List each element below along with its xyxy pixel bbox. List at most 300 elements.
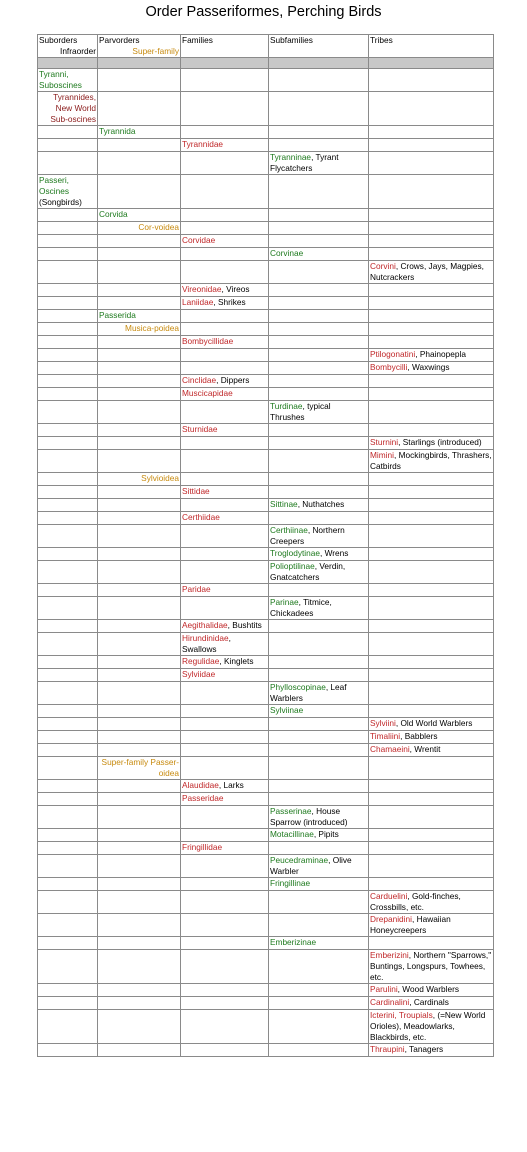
header-suborders-label: Suborders [39, 35, 78, 45]
subfamily-description: , Verdin, Gnatcatchers [270, 561, 346, 582]
family-name: Corvidae [182, 235, 216, 245]
subfamily-name: Sittinae [270, 499, 298, 509]
taxonomy-table [37, 34, 494, 1057]
table-row [38, 561, 494, 584]
parvorder-cell [98, 69, 181, 92]
suborder-cell [38, 718, 98, 731]
tribe-description: , Tanagers [404, 1044, 444, 1054]
tribe-cell [369, 222, 494, 235]
parvorder-cell [98, 705, 181, 718]
parvorder-cell [98, 388, 181, 401]
family-cell [181, 297, 269, 310]
subfamily-cell [269, 997, 369, 1010]
subfamily-description: , House Sparrow (introduced) [270, 806, 348, 827]
parvorder-cell [98, 597, 181, 620]
subfamily-description: , Wrens [319, 548, 349, 558]
tribe-cell [369, 152, 494, 175]
parvorder-cell [98, 424, 181, 437]
tribe-name: Drepanidini [370, 914, 412, 924]
parvorder-cell [98, 548, 181, 561]
table-row [38, 310, 494, 323]
family-cell [181, 682, 269, 705]
subfamily-cell [269, 597, 369, 620]
subfamily-cell [269, 323, 369, 336]
tribe-cell [369, 682, 494, 705]
suborder-cell [38, 139, 98, 152]
table-row [38, 997, 494, 1010]
subfamily-name: Troglodytinae [270, 548, 320, 558]
parvorder-cell [98, 584, 181, 597]
tribe-cell [369, 914, 494, 937]
family-cell [181, 512, 269, 525]
table-row [38, 597, 494, 620]
table-row [38, 855, 494, 878]
family-name: Sylviidae [182, 669, 216, 679]
parvorder-cell [98, 525, 181, 548]
subfamily-cell [269, 620, 369, 633]
tribe-cell [369, 829, 494, 842]
tribe-cell [369, 450, 494, 473]
suborder-cell [38, 512, 98, 525]
tribe-cell [369, 855, 494, 878]
table-row [38, 669, 494, 682]
subfamily-description: , Northern Creepers [270, 525, 345, 546]
suborder-cell [38, 388, 98, 401]
table-row [38, 793, 494, 806]
tribe-cell [369, 209, 494, 222]
parvorder-cell [98, 656, 181, 669]
family-cell [181, 1010, 269, 1044]
family-name: Bombycillidae [182, 336, 234, 346]
parvorder-cell [98, 209, 181, 222]
family-cell [181, 222, 269, 235]
parvorder-cell [98, 891, 181, 914]
divider-cell [269, 58, 369, 69]
subfamily-cell [269, 950, 369, 984]
family-cell [181, 937, 269, 950]
suborder-cell [38, 310, 98, 323]
family-cell [181, 139, 269, 152]
table-row [38, 548, 494, 561]
family-name: Regulidae [182, 656, 220, 666]
suborder-cell [38, 891, 98, 914]
subfamily-cell [269, 336, 369, 349]
suborder-cell [38, 362, 98, 375]
tribe-name: Sylviini [370, 718, 396, 728]
subfamily-cell [269, 731, 369, 744]
tribe-name: Timaliini [370, 731, 401, 741]
subfamily-cell [269, 561, 369, 584]
parvorder-name: Super-family Passer-oidea [101, 757, 179, 778]
family-name: Muscicapidae [182, 388, 233, 398]
parvorder-cell [98, 126, 181, 139]
tribe-cell [369, 597, 494, 620]
family-name: Sittidae [182, 486, 210, 496]
family-cell [181, 855, 269, 878]
tribe-cell [369, 950, 494, 984]
tribe-name: Mimini [370, 450, 394, 460]
subfamily-cell [269, 584, 369, 597]
parvorder-name: Cor-voidea [138, 222, 179, 232]
subfamily-cell [269, 375, 369, 388]
family-cell [181, 349, 269, 362]
subfamily-cell [269, 878, 369, 891]
family-cell [181, 248, 269, 261]
tribe-description: , (=New World Orioles), Meadowlarks, Blackbirds, etc. [370, 1010, 486, 1042]
suborder-cell [38, 248, 98, 261]
tribe-cell [369, 69, 494, 92]
tribe-cell [369, 349, 494, 362]
tribe-cell [369, 1044, 494, 1057]
subfamily-cell [269, 548, 369, 561]
family-cell [181, 424, 269, 437]
family-cell [181, 362, 269, 375]
table-row [38, 284, 494, 297]
suborder-cell [38, 209, 98, 222]
family-description: , Bushtits [227, 620, 262, 630]
tribe-cell [369, 424, 494, 437]
table-row [38, 950, 494, 984]
table-row [38, 806, 494, 829]
tribe-description: , Cardinals [409, 997, 449, 1007]
tribe-cell [369, 297, 494, 310]
tribe-cell [369, 842, 494, 855]
family-cell [181, 669, 269, 682]
suborder-cell [38, 620, 98, 633]
parvorder-cell [98, 561, 181, 584]
family-cell [181, 914, 269, 937]
suborder-cell [38, 584, 98, 597]
parvorder-name: Musica-poidea [125, 323, 179, 333]
family-description: , Larks [218, 780, 244, 790]
subfamily-cell [269, 126, 369, 139]
parvorder-cell [98, 718, 181, 731]
subfamily-name: Polioptilinae [270, 561, 315, 571]
suborder-cell [38, 235, 98, 248]
tribe-name: Ptilogonatini [370, 349, 416, 359]
family-cell [181, 829, 269, 842]
table-row [38, 349, 494, 362]
subfamily-cell [269, 388, 369, 401]
suborder-cell [38, 806, 98, 829]
family-cell [181, 731, 269, 744]
parvorder-cell [98, 914, 181, 937]
parvorder-cell [98, 473, 181, 486]
subfamily-cell [269, 757, 369, 780]
subfamily-cell [269, 310, 369, 323]
family-cell [181, 152, 269, 175]
tribe-cell [369, 718, 494, 731]
parvorder-cell [98, 512, 181, 525]
tribe-name: Cardinalini [370, 997, 410, 1007]
table-row [38, 744, 494, 757]
suborder-cell [38, 656, 98, 669]
family-cell [181, 561, 269, 584]
subfamily-cell [269, 793, 369, 806]
table-row [38, 92, 494, 126]
suborder-cell [38, 950, 98, 984]
parvorder-cell [98, 842, 181, 855]
divider-row [38, 58, 494, 69]
table-row [38, 297, 494, 310]
suborder-cell [38, 323, 98, 336]
table-row [38, 757, 494, 780]
parvorder-cell [98, 284, 181, 297]
subfamily-cell [269, 424, 369, 437]
suborder-cell [38, 633, 98, 656]
tribe-name: Icterini, Troupials [370, 1010, 433, 1020]
family-cell [181, 69, 269, 92]
subfamily-cell [269, 222, 369, 235]
subfamily-description: , Nuthatches [297, 499, 345, 509]
tribe-cell [369, 561, 494, 584]
family-name: Fringillidae [182, 842, 223, 852]
parvorder-cell [98, 297, 181, 310]
tribe-description: , Starlings (introduced) [398, 437, 482, 447]
table-row [38, 984, 494, 997]
parvorder-cell [98, 486, 181, 499]
suborder-cell [38, 842, 98, 855]
suborder-cell [38, 437, 98, 450]
subfamily-cell [269, 152, 369, 175]
tribe-cell [369, 731, 494, 744]
subfamily-name: Peucedraminae [270, 855, 329, 865]
subfamily-cell [269, 682, 369, 705]
family-cell [181, 175, 269, 209]
parvorder-cell [98, 1044, 181, 1057]
subfamily-name: Sylviinae [270, 705, 304, 715]
subfamily-cell [269, 780, 369, 793]
tribe-description: , Wood Warblers [397, 984, 459, 994]
header-infraorder-label: Infraorder [60, 46, 96, 56]
table-row [38, 152, 494, 175]
suborder-cell [38, 499, 98, 512]
subfamily-cell [269, 829, 369, 842]
table-row [38, 891, 494, 914]
family-cell [181, 92, 269, 126]
family-description: , Kinglets [219, 656, 254, 666]
subfamily-cell [269, 705, 369, 718]
family-cell [181, 705, 269, 718]
family-cell [181, 597, 269, 620]
table-row [38, 126, 494, 139]
parvorder-cell [98, 878, 181, 891]
tribe-cell [369, 793, 494, 806]
table-row [38, 473, 494, 486]
suborder-cell [38, 682, 98, 705]
tribe-description: , Gold-finches, Crossbills, etc. [370, 891, 461, 912]
tribe-cell [369, 780, 494, 793]
family-cell [181, 950, 269, 984]
tribe-cell [369, 336, 494, 349]
tribe-cell [369, 512, 494, 525]
tribe-description: , Wrentit [409, 744, 441, 754]
parvorder-name: Passerida [99, 310, 136, 320]
tribe-description: , Crows, Jays, Magpies, Nutcrackers [370, 261, 484, 282]
family-name: Cinclidae [182, 375, 217, 385]
suborder-cell [38, 261, 98, 284]
table-row [38, 705, 494, 718]
table-row [38, 401, 494, 424]
subfamily-description: , typical Thrushes [270, 401, 331, 422]
tribe-cell [369, 175, 494, 209]
family-cell [181, 584, 269, 597]
table-row [38, 499, 494, 512]
subfamily-cell [269, 512, 369, 525]
tribe-cell [369, 744, 494, 757]
divider-cell [181, 58, 269, 69]
family-cell [181, 437, 269, 450]
subfamily-cell [269, 806, 369, 829]
tribe-cell [369, 757, 494, 780]
tribe-name: Sturnini [370, 437, 399, 447]
page-title: Order Passeriformes, Perching Birds [145, 4, 382, 20]
table-row [38, 222, 494, 235]
parvorder-cell [98, 310, 181, 323]
tribe-name: Thraupini [370, 1044, 405, 1054]
table-row [38, 584, 494, 597]
family-cell [181, 401, 269, 424]
family-cell [181, 891, 269, 914]
tribe-cell [369, 669, 494, 682]
suborder-cell [38, 126, 98, 139]
family-cell [181, 842, 269, 855]
subfamily-cell [269, 744, 369, 757]
suborder-cell [38, 1010, 98, 1044]
family-description: , Vireos [221, 284, 250, 294]
table-row [38, 1044, 494, 1057]
tribe-description: , Waxwings [407, 362, 450, 372]
suborder-cell [38, 424, 98, 437]
tribe-description: , Northern "Sparrows," Buntings, Longspurs, Towhees, etc. [370, 950, 492, 982]
subfamily-cell [269, 633, 369, 656]
subfamily-cell [269, 261, 369, 284]
tribe-cell [369, 806, 494, 829]
table-row [38, 914, 494, 937]
suborder-cell [38, 450, 98, 473]
subfamily-cell [269, 891, 369, 914]
tribe-cell [369, 323, 494, 336]
tribe-cell [369, 620, 494, 633]
suborder-name: Passeri, Oscines [39, 175, 69, 196]
suborder-name: Tyrannides, New World Sub-oscines [50, 92, 96, 124]
tribe-cell [369, 248, 494, 261]
family-description: , Swallows [182, 633, 231, 654]
parvorder-cell [98, 362, 181, 375]
tribe-cell [369, 1010, 494, 1044]
tribe-name: Parulini [370, 984, 398, 994]
subfamily-cell [269, 1044, 369, 1057]
suborder-cell [38, 855, 98, 878]
table-row [38, 450, 494, 473]
subfamily-cell [269, 175, 369, 209]
suborder-cell [38, 175, 98, 209]
subfamily-cell [269, 718, 369, 731]
table-row [38, 633, 494, 656]
suborder-cell [38, 473, 98, 486]
family-name: Certhiidae [182, 512, 220, 522]
subfamily-cell [269, 235, 369, 248]
family-name: Vireonidae [182, 284, 222, 294]
suborder-cell [38, 984, 98, 997]
tribe-name: Emberizini [370, 950, 409, 960]
family-cell [181, 656, 269, 669]
subfamily-cell [269, 525, 369, 548]
suborder-cell [38, 336, 98, 349]
tribe-description: , Phainopepla [415, 349, 466, 359]
table-row [38, 261, 494, 284]
family-cell [181, 633, 269, 656]
parvorder-cell [98, 984, 181, 997]
suborder-cell [38, 525, 98, 548]
tribe-cell [369, 92, 494, 126]
parvorder-cell [98, 620, 181, 633]
family-cell [181, 235, 269, 248]
parvorder-cell [98, 793, 181, 806]
suborder-name: Tyranni, Suboscines [39, 69, 82, 90]
parvorder-cell [98, 152, 181, 175]
family-cell [181, 473, 269, 486]
table-row [38, 424, 494, 437]
suborder-cell [38, 937, 98, 950]
tribe-cell [369, 126, 494, 139]
family-cell [181, 209, 269, 222]
family-cell [181, 126, 269, 139]
subfamily-description: , Olive Warbler [270, 855, 352, 876]
parvorder-cell [98, 731, 181, 744]
tribe-cell [369, 235, 494, 248]
parvorder-cell [98, 997, 181, 1010]
parvorder-cell [98, 261, 181, 284]
suborder-cell [38, 914, 98, 937]
table-row [38, 512, 494, 525]
tribe-cell [369, 375, 494, 388]
tribe-cell [369, 878, 494, 891]
subfamily-cell [269, 92, 369, 126]
tribe-name: Corvini [370, 261, 396, 271]
subfamily-cell [269, 473, 369, 486]
subfamily-cell [269, 209, 369, 222]
family-cell [181, 375, 269, 388]
subfamily-name: Corvinae [270, 248, 304, 258]
table-row [38, 829, 494, 842]
parvorder-cell [98, 375, 181, 388]
subfamily-name: Emberizinae [270, 937, 317, 947]
tribe-name: Bombycilli [370, 362, 408, 372]
parvorder-name: Tyrannida [99, 126, 136, 136]
parvorder-cell [98, 92, 181, 126]
subfamily-name: Motacillinae [270, 829, 314, 839]
family-cell [181, 718, 269, 731]
suborder-cell [38, 297, 98, 310]
tribe-cell [369, 284, 494, 297]
family-cell [181, 486, 269, 499]
family-cell [181, 450, 269, 473]
tribe-cell [369, 362, 494, 375]
subfamily-name: Fringillinae [270, 878, 311, 888]
subfamily-cell [269, 984, 369, 997]
parvorder-cell [98, 806, 181, 829]
tribe-description: , Hawaiian Honeycreepers [370, 914, 451, 935]
suborder-cell [38, 597, 98, 620]
parvorder-cell [98, 499, 181, 512]
tribe-cell [369, 401, 494, 424]
family-description: , Shrikes [213, 297, 246, 307]
header-parvorders [98, 35, 181, 58]
subfamily-cell [269, 401, 369, 424]
parvorder-cell [98, 950, 181, 984]
parvorder-cell [98, 248, 181, 261]
